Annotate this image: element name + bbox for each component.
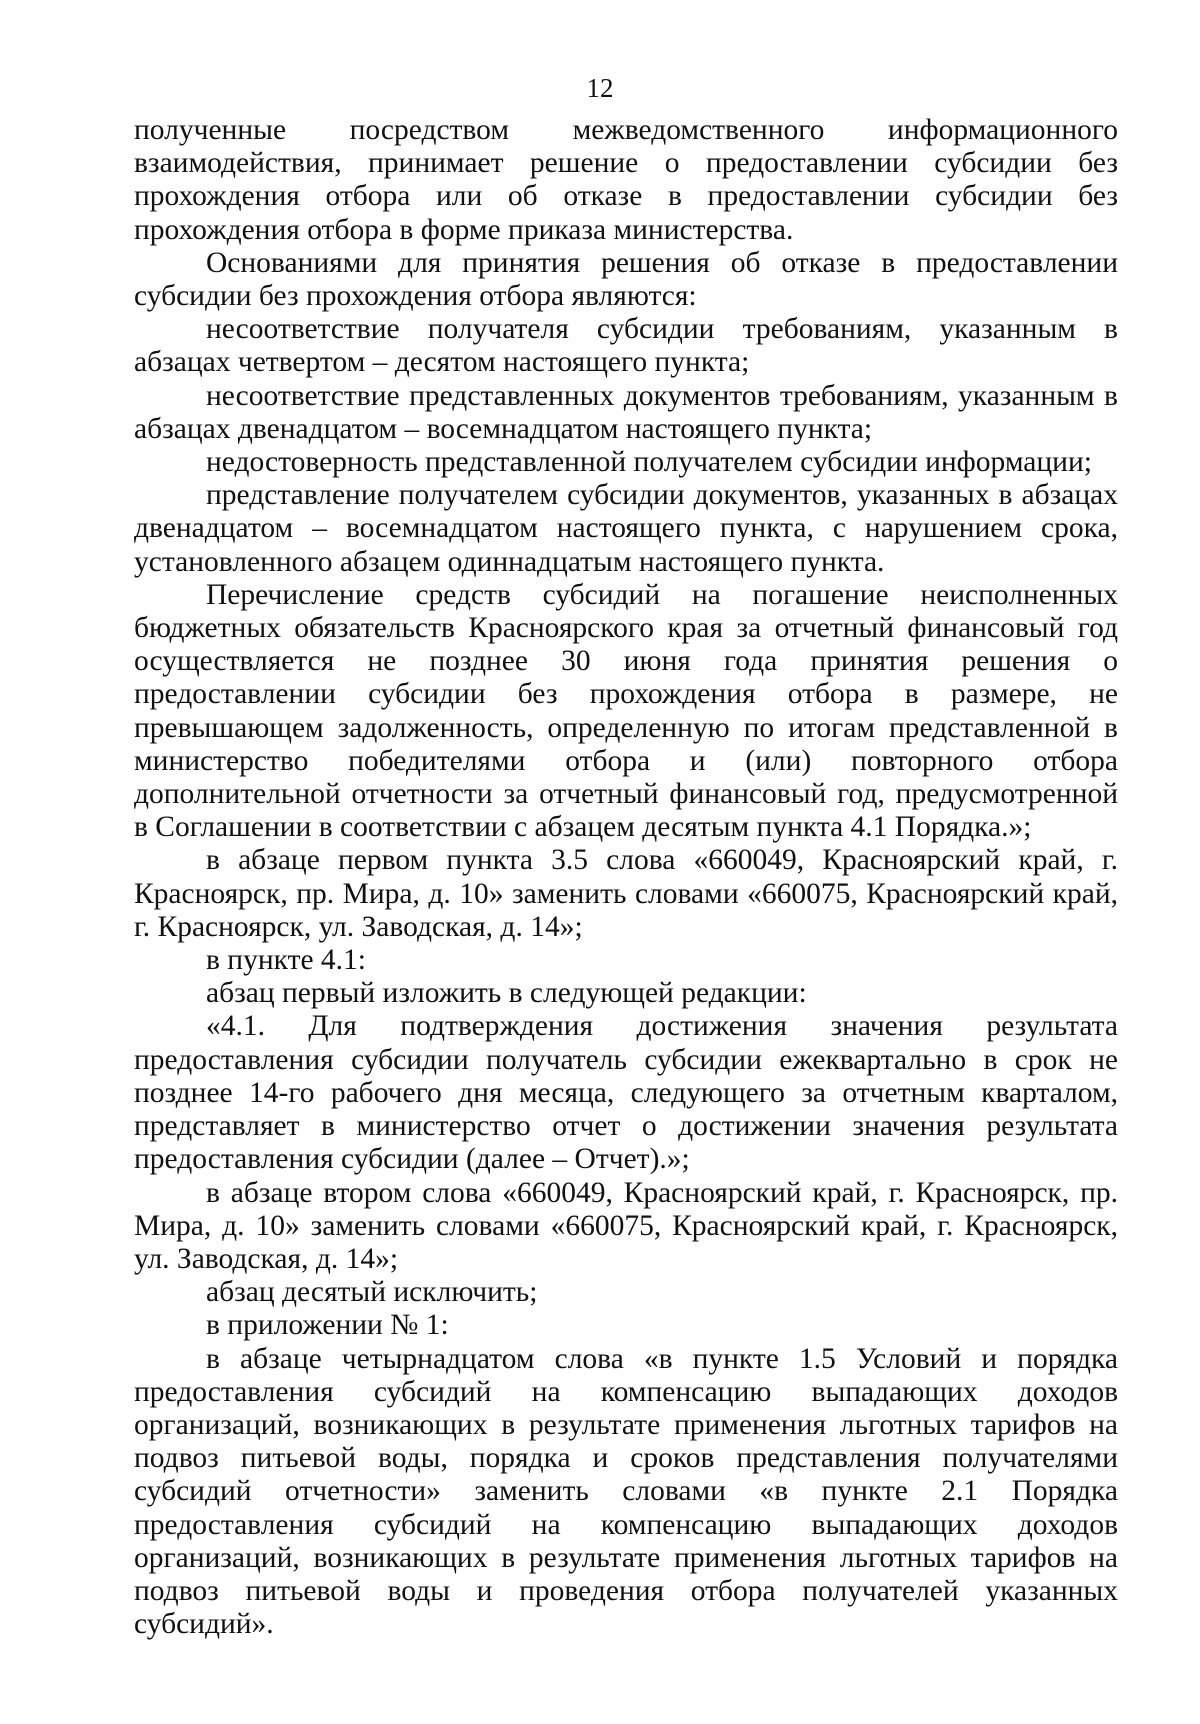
- paragraph-ground-deadline: представление получателем субсидии документов, указанных в абзацах двенадцатом – восемнадцатом настоящего пункта, с нарушением срока, установленного абзацем одиннадцатым настоящего пункта.: [134, 479, 1118, 578]
- paragraph-ground-requirements: несоответствие получателя субсидии требованиям, указанным в абзацах четвертом – десятом настоящего пункта;: [134, 313, 1118, 379]
- paragraph-continuation: полученные посредством межведомственного информационного взаимодействия, принимает решение о предоставлении субсидии без прохождения отбора или об отказе в предоставлении субсидии без прохождения отбора в форме приказа министерства.: [134, 114, 1118, 246]
- paragraph-item-4-1: в пункте 4.1:: [206, 944, 367, 977]
- paragraph-tenth-excluded: абзац десятый исключить;: [206, 1276, 538, 1309]
- page-number: 12: [586, 73, 614, 103]
- paragraph-4-1-text: «4.1. Для подтверждения достижения значения результата предоставления субсидии получатель субсидии ежеквартально в срок не позднее 14-го рабочего дня месяца, следующего за отчетным кварталом, представляет в министерство отчет о достижении значения результата предоставления субсидии (далее – Отчет).»;: [134, 1010, 1118, 1176]
- paragraph-second-abzac: в абзаце втором слова «660049, Красноярский край, г. Красноярск, пр. Мира, д. 10» заменить словами «660075, Красноярский край, г. Красноярск, ул. Заводская, д. 14»;: [134, 1176, 1118, 1275]
- paragraph-refusal-grounds: Основаниями для принятия решения об отказе в предоставлении субсидии без прохождения отбора являются:: [134, 246, 1118, 313]
- paragraph-new-edition: абзац первый изложить в следующей редакции:: [206, 977, 807, 1010]
- paragraph-item-3-5: в абзаце первом пункта 3.5 слова «660049, Красноярский край, г. Красноярск, пр. Мира, д. 10» заменить словами «660075, Красноярский край, г. Красноярск, ул. Заводская, д. 14»;: [134, 844, 1118, 943]
- paragraph-appendix-1: в приложении № 1:: [206, 1309, 449, 1342]
- document-body: [134, 114, 1118, 1641]
- paragraph-ground-unreliable: недостоверность представленной получателем субсидии информации;: [206, 446, 1092, 479]
- paragraph-ground-documents: несоответствие представленных документов требованиям, указанным в абзацах двенадцатом – восемнадцатом настоящего пункта;: [134, 379, 1118, 445]
- paragraph-fourteenth-abzac: в абзаце четырнадцатом слова «в пункте 1.5 Условий и порядка предоставления субсидий на компенсацию выпадающих доходов организаций, возникающих в результате применения льготных тарифов на подвоз питьевой воды, порядка и сроков представления получателями субсидий отчетности» заменить словами «в пункте 2.1 Порядка предоставления субсидий на компенсацию выпадающих доходов организаций, возникающих в результате применения льготных тарифов на подвоз питьевой воды и проведения отбора получателей указанных субсидий».: [134, 1342, 1118, 1641]
- paragraph-transfer: Перечисление средств субсидий на погашение неисполненных бюджетных обязательств Красноярского края за отчетный финансовый год осуществляется не позднее 30 июня года принятия решения о предоставлении субсидии без прохождения отбора в размере, не превышающем задолженность, определенную по итогам представленной в министерство победителями отбора и (или) повторного отбора дополнительной отчетности за отчетный финансовый год, предусмотренной в Соглашении в соответствии с абзацем десятым пункта 4.1 Порядка.»;: [134, 578, 1118, 844]
